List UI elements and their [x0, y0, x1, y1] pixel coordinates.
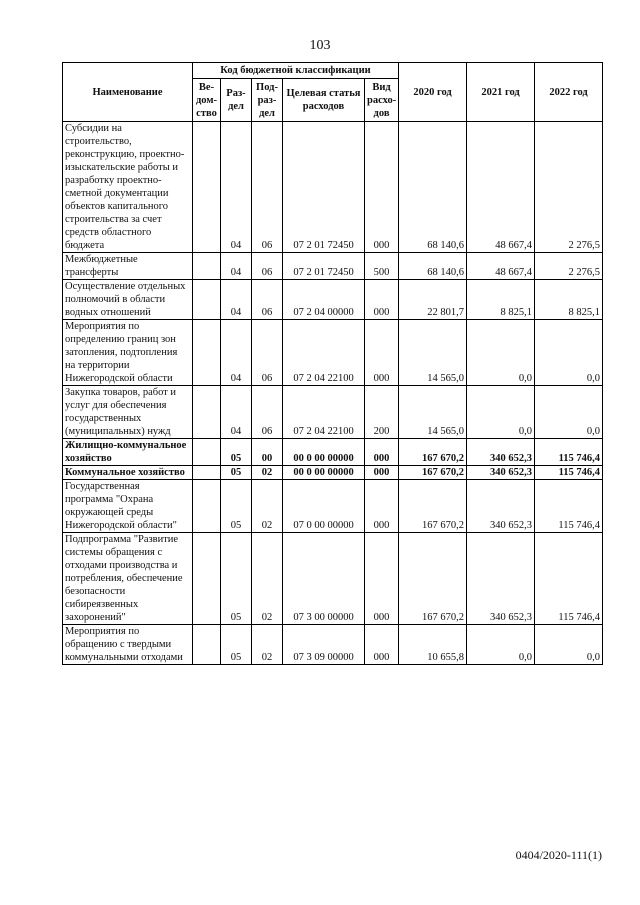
row-value-2022: 0,0 — [535, 386, 603, 439]
row-value-2022: 115 746,4 — [535, 533, 603, 625]
row-podrazdel: 02 — [252, 480, 283, 533]
row-expense-type: 000 — [365, 320, 399, 386]
row-podrazdel: 06 — [252, 253, 283, 280]
row-target-article: 07 2 04 22100 — [283, 320, 365, 386]
header-2020: 2020 год — [399, 63, 467, 122]
row-expense-type: 000 — [365, 439, 399, 466]
header-razdel: Раз-дел — [221, 79, 252, 122]
row-value-2020: 22 801,7 — [399, 280, 467, 320]
row-expense-type: 500 — [365, 253, 399, 280]
row-target-article: 00 0 00 00000 — [283, 439, 365, 466]
row-podrazdel: 02 — [252, 466, 283, 480]
row-target-article: 07 2 04 00000 — [283, 280, 365, 320]
row-value-2022: 115 746,4 — [535, 480, 603, 533]
row-podrazdel: 06 — [252, 280, 283, 320]
row-value-2021: 340 652,3 — [467, 480, 535, 533]
document-code: 0404/2020-111(1) — [515, 848, 602, 862]
row-vedomstvo — [193, 253, 221, 280]
row-podrazdel: 00 — [252, 439, 283, 466]
row-name: Коммунальное хозяйство — [63, 466, 193, 480]
row-name: Мероприятия по определению границ зон затопления, подтопления на территории Нижегородской области — [63, 320, 193, 386]
row-target-article: 07 2 04 22100 — [283, 386, 365, 439]
row-vedomstvo — [193, 320, 221, 386]
row-value-2021: 0,0 — [467, 320, 535, 386]
row-razdel: 04 — [221, 320, 252, 386]
table-row — [63, 320, 603, 386]
row-podrazdel: 06 — [252, 320, 283, 386]
row-razdel: 04 — [221, 386, 252, 439]
row-vedomstvo — [193, 466, 221, 480]
row-value-2020: 167 670,2 — [399, 480, 467, 533]
row-value-2022: 115 746,4 — [535, 466, 603, 480]
budget-table — [62, 62, 603, 665]
table-row — [63, 466, 603, 480]
table-row — [63, 280, 603, 320]
row-value-2020: 68 140,6 — [399, 253, 467, 280]
row-value-2021: 8 825,1 — [467, 280, 535, 320]
table-body — [63, 122, 603, 665]
row-value-2020: 167 670,2 — [399, 533, 467, 625]
table-row — [63, 386, 603, 439]
row-razdel: 04 — [221, 280, 252, 320]
row-expense-type: 000 — [365, 122, 399, 253]
row-razdel: 04 — [221, 122, 252, 253]
row-name: Государственная программа "Охрана окружающей среды Нижегородской области" — [63, 480, 193, 533]
row-vedomstvo — [193, 480, 221, 533]
row-value-2021: 0,0 — [467, 386, 535, 439]
row-value-2022: 0,0 — [535, 625, 603, 665]
header-classification-group: Код бюджетной классификации — [193, 63, 399, 79]
row-razdel: 04 — [221, 253, 252, 280]
row-value-2020: 14 565,0 — [399, 320, 467, 386]
row-value-2020: 167 670,2 — [399, 439, 467, 466]
row-value-2021: 340 652,3 — [467, 466, 535, 480]
row-razdel: 05 — [221, 480, 252, 533]
row-razdel: 05 — [221, 466, 252, 480]
row-value-2022: 8 825,1 — [535, 280, 603, 320]
header-vid: Вид расхо-дов — [365, 79, 399, 122]
row-podrazdel: 02 — [252, 533, 283, 625]
row-value-2022: 0,0 — [535, 320, 603, 386]
row-value-2020: 14 565,0 — [399, 386, 467, 439]
row-name: Мероприятия по обращению с твердыми коммунальными отходами — [63, 625, 193, 665]
row-value-2020: 10 655,8 — [399, 625, 467, 665]
row-expense-type: 000 — [365, 280, 399, 320]
row-name: Межбюджетные трансферты — [63, 253, 193, 280]
row-vedomstvo — [193, 386, 221, 439]
row-value-2021: 48 667,4 — [467, 122, 535, 253]
table-row — [63, 625, 603, 665]
row-name: Жилищно-коммунальное хозяйство — [63, 439, 193, 466]
row-name: Субсидии на строительство, реконструкцию, проектно-изыскательские работы и разработку проектно-сметной документации объектов капитального строительства за счет средств областного бюджета — [63, 122, 193, 253]
row-value-2021: 0,0 — [467, 625, 535, 665]
header-2022: 2022 год — [535, 63, 603, 122]
row-razdel: 05 — [221, 533, 252, 625]
table-row — [63, 480, 603, 533]
row-vedomstvo — [193, 280, 221, 320]
row-razdel: 05 — [221, 625, 252, 665]
row-value-2020: 167 670,2 — [399, 466, 467, 480]
page-number: 103 — [309, 38, 331, 53]
row-target-article: 00 0 00 00000 — [283, 466, 365, 480]
row-expense-type: 000 — [365, 625, 399, 665]
header-name: Наименование — [63, 63, 193, 122]
row-vedomstvo — [193, 625, 221, 665]
row-target-article: 07 3 00 00000 — [283, 533, 365, 625]
table-row — [63, 439, 603, 466]
row-expense-type: 200 — [365, 386, 399, 439]
row-target-article: 07 0 00 00000 — [283, 480, 365, 533]
row-vedomstvo — [193, 439, 221, 466]
header-vedomstvo: Ве-дом-ство — [193, 79, 221, 122]
row-value-2021: 340 652,3 — [467, 439, 535, 466]
row-expense-type: 000 — [365, 480, 399, 533]
row-expense-type: 000 — [365, 466, 399, 480]
row-value-2022: 2 276,5 — [535, 253, 603, 280]
row-target-article: 07 3 09 00000 — [283, 625, 365, 665]
row-value-2022: 115 746,4 — [535, 439, 603, 466]
table-row — [63, 253, 603, 280]
row-target-article: 07 2 01 72450 — [283, 122, 365, 253]
row-value-2021: 48 667,4 — [467, 253, 535, 280]
row-podrazdel: 06 — [252, 386, 283, 439]
row-value-2022: 2 276,5 — [535, 122, 603, 253]
table-row — [63, 122, 603, 253]
row-name: Закупка товаров, работ и услуг для обеспечения государственных (муниципальных) нужд — [63, 386, 193, 439]
header-target: Целевая статья расходов — [283, 79, 365, 122]
row-vedomstvo — [193, 533, 221, 625]
row-podrazdel: 06 — [252, 122, 283, 253]
header-2021: 2021 год — [467, 63, 535, 122]
row-podrazdel: 02 — [252, 625, 283, 665]
row-razdel: 05 — [221, 439, 252, 466]
row-target-article: 07 2 01 72450 — [283, 253, 365, 280]
row-name: Осуществление отдельных полномочий в области водных отношений — [63, 280, 193, 320]
table-row — [63, 533, 603, 625]
row-name: Подпрограмма "Развитие системы обращения с отходами производства и потребления, обеспечение безопасности сибиреязвенных захоронений" — [63, 533, 193, 625]
header-podrazdel: Под-раз-дел — [252, 79, 283, 122]
row-expense-type: 000 — [365, 533, 399, 625]
row-value-2020: 68 140,6 — [399, 122, 467, 253]
row-value-2021: 340 652,3 — [467, 533, 535, 625]
row-vedomstvo — [193, 122, 221, 253]
